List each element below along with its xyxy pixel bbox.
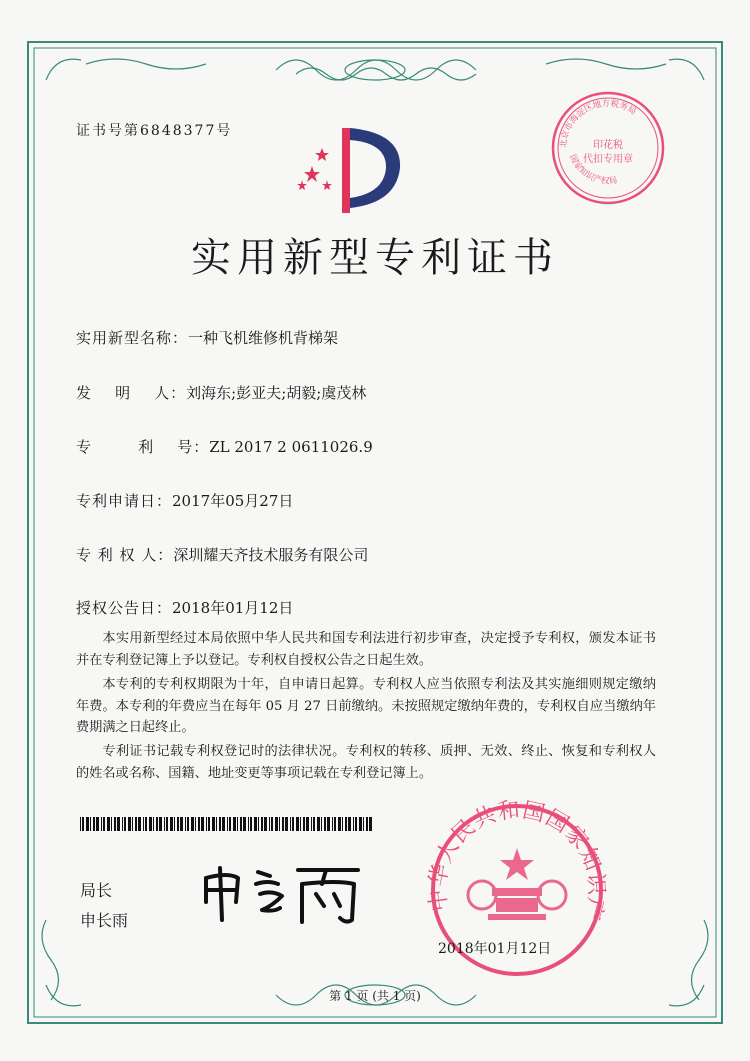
barcode-bar	[264, 817, 267, 831]
barcode-bar	[366, 817, 368, 831]
patentee-value: 深圳耀天齐技术服务有限公司	[173, 546, 369, 564]
patentee-label: 专 利 权 人：	[76, 546, 174, 564]
barcode-bar	[345, 817, 347, 831]
barcode-bar	[107, 817, 110, 831]
barcode-bar	[135, 817, 137, 831]
barcode-bar	[296, 817, 299, 831]
barcode-bar	[269, 817, 270, 831]
barcode-bar	[138, 817, 141, 831]
barcode-bar	[177, 817, 179, 831]
tax-seal-mid1: 印花税	[593, 140, 623, 151]
barcode-bar	[233, 817, 236, 831]
barcode-bar	[198, 817, 200, 831]
barcode-bar	[229, 817, 231, 831]
barcode-bar	[93, 817, 95, 831]
barcode	[80, 817, 372, 831]
inventor-value: 刘海东;彭亚夫;胡毅;虞茂林	[186, 384, 367, 402]
cnipa-logo	[292, 118, 412, 218]
barcode-bar	[292, 817, 294, 831]
field-utility-name	[76, 327, 338, 348]
patent-number-value: ZL 2017 2 0611026.9	[209, 438, 373, 456]
barcode-bar	[201, 817, 204, 831]
barcode-bar	[271, 817, 273, 831]
barcode-bar	[254, 817, 257, 831]
grant-date-label: 授权公告日：	[76, 599, 173, 617]
filing-date-value: 2017年05月27日	[172, 492, 294, 510]
tax-seal-bottom-text: 国家知识产权局	[567, 153, 618, 187]
barcode-bar	[180, 817, 183, 831]
patent-number-label: 专 利 号：	[76, 438, 210, 456]
barcode-bar	[243, 817, 246, 831]
barcode-bar	[353, 817, 354, 831]
field-patent-number	[76, 436, 373, 457]
barcode-bar	[275, 817, 278, 831]
barcode-bar	[250, 817, 252, 831]
barcode-bar	[311, 817, 312, 831]
document-title: 实用新型专利证书	[191, 235, 559, 281]
barcode-bar	[258, 817, 259, 831]
barcode-bar	[212, 817, 215, 831]
barcode-bar	[313, 817, 315, 831]
tax-seal-mid2: 代扣专用章	[583, 154, 633, 165]
field-filing-date	[76, 490, 293, 511]
paragraph-3-text: 专利证书记载专利权登记时的法律状况。专利权的转移、质押、无效、终止、恢复和专利权人的姓名或名称、国籍、地址变更等事项记载在专利登记簿上。	[76, 744, 656, 781]
barcode-bar	[96, 817, 99, 831]
director-title: 局长	[80, 881, 113, 900]
barcode-bar	[82, 817, 84, 831]
barcode-bar	[348, 817, 351, 831]
paragraph-3	[76, 741, 656, 784]
barcode-bar	[80, 817, 81, 831]
page-number: 第 1 页 (共 1 页)	[329, 989, 421, 1003]
barcode-bar	[222, 817, 225, 831]
barcode-bar	[128, 817, 131, 831]
field-inventor	[76, 382, 366, 403]
barcode-bar	[227, 817, 228, 831]
barcode-bar	[306, 817, 309, 831]
barcode-bar	[166, 817, 168, 831]
utility-name-value: 一种飞机维修机背梯架	[188, 329, 339, 347]
director-name: 申长雨	[80, 911, 129, 930]
paragraph-1-text: 本实用新型经过本局依照中华人民共和国专利法进行初步审查，决定授予专利权，颁发本证书并在专利登记簿上予以登记。专利权自授权公告之日起生效。	[76, 631, 656, 668]
cnipa-seal-text: 中华人民共和国国家知识产	[425, 800, 609, 924]
barcode-bar	[90, 817, 91, 831]
field-patentee	[76, 544, 368, 565]
paragraph-2	[76, 674, 656, 739]
barcode-bar	[332, 817, 333, 831]
barcode-bar	[132, 817, 133, 831]
barcode-bar	[145, 817, 147, 831]
barcode-bar	[282, 817, 284, 831]
barcode-bar	[111, 817, 112, 831]
barcode-bar	[101, 817, 102, 831]
barcode-bar	[86, 817, 89, 831]
barcode-bar	[338, 817, 341, 831]
seal-date: 2018年01月12日	[438, 941, 552, 957]
barcode-bar	[191, 817, 194, 831]
barcode-bar	[334, 817, 336, 831]
barcode-bar	[103, 817, 105, 831]
filing-date-label: 专利申请日：	[76, 492, 173, 510]
barcode-bar	[206, 817, 207, 831]
barcode-bar	[208, 817, 210, 831]
barcode-bar	[359, 817, 362, 831]
barcode-bar	[164, 817, 165, 831]
barcode-bar	[156, 817, 158, 831]
barcode-bar	[261, 817, 263, 831]
field-grant-date	[76, 597, 293, 618]
barcode-bar	[321, 817, 322, 831]
utility-name-label: 实用新型名称：	[76, 329, 189, 347]
barcode-bar	[159, 817, 162, 831]
barcode-bar	[117, 817, 120, 831]
director-signature	[198, 850, 368, 930]
paragraph-2-text: 本专利的专利权期限为十年，自申请日起算。专利权人应当依照专利法及其实施细则规定缴纳年费。本专利的年费应当在每年 05 月 27 日前缴纳。未按照规定缴纳年费的，专利权自应当缴纳年费期满之日起终止。	[76, 677, 656, 735]
barcode-bar	[124, 817, 126, 831]
certificate-number: 证书号第6848377号	[76, 123, 233, 139]
barcode-bar	[216, 817, 217, 831]
barcode-bar	[149, 817, 152, 831]
barcode-bar	[303, 817, 305, 831]
barcode-bar	[240, 817, 242, 831]
barcode-bar	[300, 817, 301, 831]
tax-seal	[548, 88, 668, 208]
barcode-bar	[327, 817, 330, 831]
barcode-bar	[285, 817, 288, 831]
inventor-label: 发 明 人：	[76, 384, 187, 402]
barcode-bar	[170, 817, 173, 831]
barcode-bar	[317, 817, 320, 831]
barcode-bar	[153, 817, 154, 831]
barcode-bar	[187, 817, 189, 831]
barcode-bar	[195, 817, 196, 831]
barcode-bar	[237, 817, 238, 831]
barcode-bar	[143, 817, 144, 831]
tax-seal-top-text: 北京市海淀区地方税务局	[558, 98, 638, 149]
barcode-bar	[324, 817, 326, 831]
barcode-bar	[122, 817, 123, 831]
barcode-bar	[363, 817, 364, 831]
barcode-bar	[219, 817, 221, 831]
barcode-bar	[174, 817, 175, 831]
grant-date-value: 2018年01月12日	[172, 599, 294, 617]
barcode-bar	[185, 817, 186, 831]
director-block	[80, 876, 128, 936]
barcode-bar	[355, 817, 357, 831]
barcode-bar	[369, 817, 372, 831]
barcode-bar	[279, 817, 280, 831]
barcode-bar	[114, 817, 116, 831]
barcode-bar	[248, 817, 249, 831]
barcode-bar	[342, 817, 343, 831]
paragraph-1	[76, 628, 656, 671]
barcode-bar	[290, 817, 291, 831]
